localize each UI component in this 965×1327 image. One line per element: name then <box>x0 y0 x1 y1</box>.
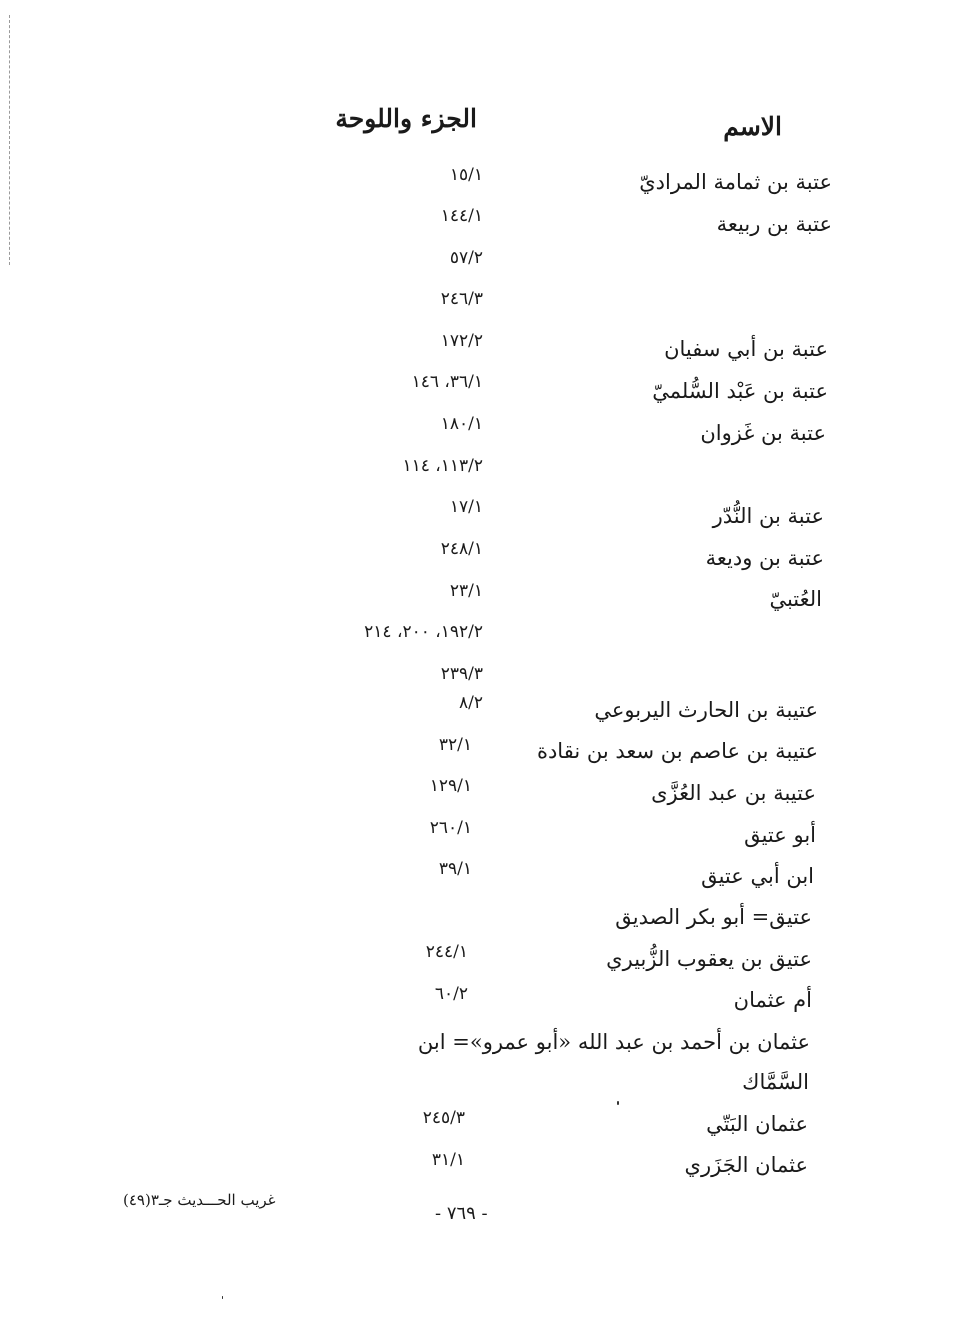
page-number: - ٧٦٩ - <box>435 1203 488 1224</box>
entry-name: أم عثمان <box>733 988 812 1012</box>
entry-reference: ٢٦٠/١ <box>429 818 472 838</box>
entry-name: السَّمَّاك <box>742 1070 809 1094</box>
entry-name: عتبة بن أبي سفيان <box>664 337 828 361</box>
entry-reference: ٨/٢ <box>459 693 483 713</box>
entry-name: عثمان البَتّي <box>706 1112 808 1136</box>
entry-reference: ٣٢/١ <box>438 735 472 755</box>
entry-name: عتيبة بن الحارث اليربوعي <box>594 698 818 722</box>
entry-name: أبو عتيق <box>744 823 816 847</box>
entry-reference: ١٨٠/١ <box>440 414 483 434</box>
entry-reference: ٣٦/١، ١٤٦ <box>411 372 483 392</box>
name-column-header: الاسم <box>723 112 782 141</box>
entry-name: عتيبة بن عاصم بن سعد بن نقادة <box>536 739 818 763</box>
entry-reference: ١٧٢/٢ <box>440 331 483 351</box>
entry-reference: ١٤٤/١ <box>440 206 483 226</box>
scan-speck <box>222 1296 223 1299</box>
entry-reference: ٢٤٤/١ <box>425 942 468 962</box>
entry-reference: ٢٣٩/٣ <box>440 664 483 684</box>
entry-reference: ٦٠/٢ <box>434 984 468 1004</box>
reference-column-header: الجزء واللوحة <box>335 104 477 133</box>
scan-margin-line <box>9 15 10 265</box>
entry-name: عتبة بن النُّدّر <box>712 504 824 528</box>
entry-name: عتيق بن يعقوب الزُّبيري <box>606 947 812 971</box>
entry-reference: ١١٣/٢، ١١٤ <box>402 456 483 476</box>
entry-name: العُتبيّ <box>769 587 822 611</box>
entry-reference: ٣٩/١ <box>438 859 472 879</box>
entry-reference: ٢٤٦/٣ <box>440 289 483 309</box>
entry-reference: ٣١/١ <box>431 1150 465 1170</box>
entry-name: عثمان بن أحمد بن عبد الله «أبو عمرو»= ابن <box>417 1030 810 1054</box>
entry-name: ابن أبي عتيق <box>701 864 814 888</box>
entry-name: عتيق= أبو بكر الصديق <box>615 905 812 929</box>
entry-name: عتيبة بن عبد العُزَّى <box>651 781 816 805</box>
entry-name: عتبة بن عَبْد السُّلميّ <box>652 379 828 403</box>
entry-reference: ١٥/١ <box>449 165 483 185</box>
entry-name: عتبة بن غَزوان <box>700 421 826 445</box>
entry-reference: ٥٧/٢ <box>449 248 483 268</box>
footer-source-note: غريب الحـــديث جـ٣(٤٩) <box>123 1191 276 1209</box>
entry-reference: ١٩٢/٢، ٢٠٠، ٢١٤ <box>364 622 483 642</box>
entry-reference: ١٧/١ <box>449 497 483 517</box>
entry-name: عثمان الجَزَري <box>684 1153 808 1177</box>
entry-reference: ٢٤٥/٣ <box>422 1108 465 1128</box>
entry-reference: ٢٤٨/١ <box>440 539 483 559</box>
entry-reference: ٢٣/١ <box>449 581 483 601</box>
entry-name: عتبة بن وديعة <box>705 546 824 570</box>
scan-speck <box>617 1101 619 1105</box>
entry-name: عتبة بن ثمامة المراديّ <box>639 170 832 194</box>
entry-reference: ١٢٩/١ <box>429 776 472 796</box>
entry-name: عتبة بن ربيعة <box>716 212 832 236</box>
